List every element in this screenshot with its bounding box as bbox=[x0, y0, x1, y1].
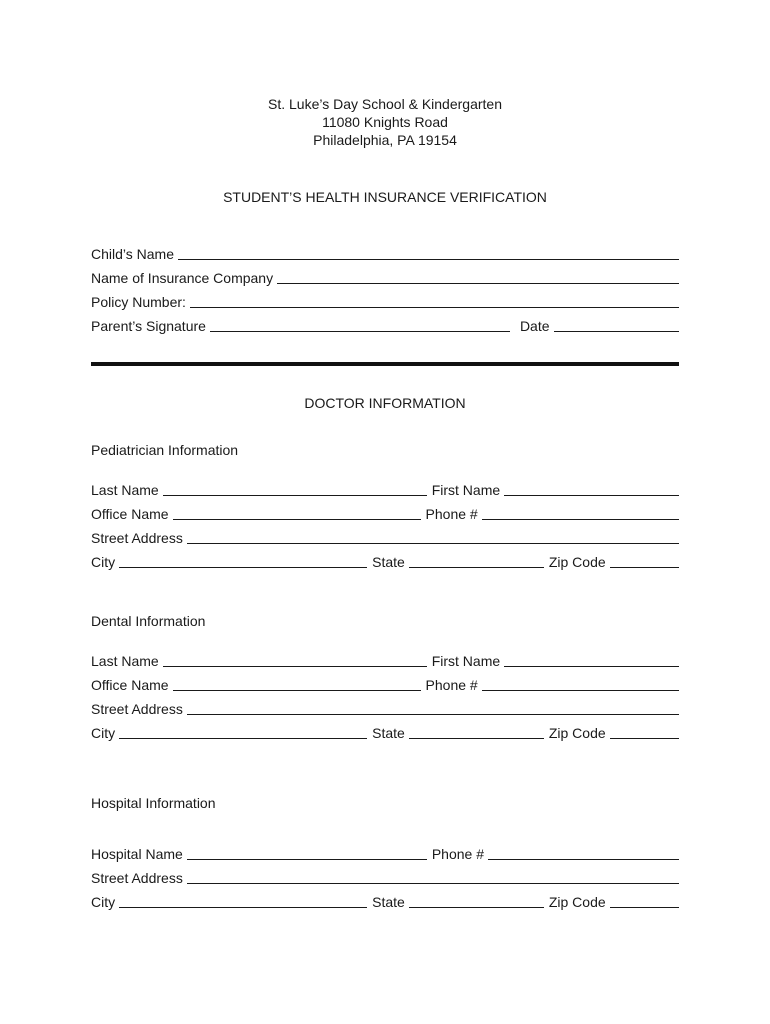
pediatrician-state-label: State bbox=[372, 554, 405, 570]
dental-office-row bbox=[91, 673, 679, 693]
dental-office-name-field[interactable] bbox=[173, 675, 421, 691]
hospital-phone-label: Phone # bbox=[431, 846, 484, 862]
pediatrician-last-name-label: Last Name bbox=[91, 482, 159, 498]
hospital-street-field[interactable] bbox=[187, 868, 679, 884]
hospital-city-field[interactable] bbox=[119, 892, 367, 908]
hospital-city-label: City bbox=[91, 894, 116, 910]
dental-last-name-field[interactable] bbox=[163, 651, 427, 667]
pediatrician-phone-field[interactable] bbox=[482, 504, 679, 520]
pediatrician-office-name-field[interactable] bbox=[173, 504, 421, 520]
dental-last-name-label: Last Name bbox=[91, 653, 159, 669]
hospital-street-row bbox=[91, 866, 679, 886]
child-name-row bbox=[91, 242, 679, 262]
date-label: Date bbox=[519, 318, 550, 334]
pediatrician-phone-label: Phone # bbox=[425, 506, 478, 522]
policy-number-label: Policy Number: bbox=[91, 294, 186, 310]
insurance-company-field[interactable] bbox=[277, 268, 679, 284]
child-name-field[interactable] bbox=[178, 244, 679, 260]
dental-zip-label: Zip Code bbox=[548, 725, 606, 741]
dental-phone-label: Phone # bbox=[425, 677, 478, 693]
hospital-heading: Hospital Information bbox=[91, 795, 216, 811]
hospital-city-row bbox=[91, 890, 679, 910]
section-divider bbox=[91, 362, 679, 366]
dental-phone-field[interactable] bbox=[482, 675, 679, 691]
pediatrician-city-label: City bbox=[91, 554, 116, 570]
pediatrician-first-name-label: First Name bbox=[431, 482, 501, 498]
hospital-name-field[interactable] bbox=[187, 844, 427, 860]
hospital-phone-field[interactable] bbox=[488, 844, 679, 860]
dental-first-name-field[interactable] bbox=[504, 651, 679, 667]
pediatrician-last-name-field[interactable] bbox=[163, 480, 427, 496]
hospital-street-label: Street Address bbox=[91, 870, 183, 886]
pediatrician-office-row bbox=[91, 502, 679, 522]
child-name-label: Child’s Name bbox=[91, 246, 174, 262]
school-street: 11080 Knights Road bbox=[322, 114, 448, 130]
dental-street-field[interactable] bbox=[187, 699, 679, 715]
pediatrician-city-field[interactable] bbox=[119, 552, 367, 568]
policy-number-field[interactable] bbox=[190, 292, 679, 308]
school-name: St. Luke’s Day School & Kindergarten bbox=[268, 96, 502, 112]
school-city-state: Philadelphia, PA 19154 bbox=[313, 132, 457, 148]
dental-zip-field[interactable] bbox=[610, 723, 679, 739]
dental-city-label: City bbox=[91, 725, 116, 741]
pediatrician-zip-label: Zip Code bbox=[548, 554, 606, 570]
pediatrician-state-field[interactable] bbox=[409, 552, 544, 568]
policy-number-row bbox=[91, 290, 679, 310]
pediatrician-street-label: Street Address bbox=[91, 530, 183, 546]
dental-street-label: Street Address bbox=[91, 701, 183, 717]
dental-city-row bbox=[91, 721, 679, 741]
insurance-company-row bbox=[91, 266, 679, 286]
hospital-state-label: State bbox=[372, 894, 405, 910]
dental-first-name-label: First Name bbox=[431, 653, 501, 669]
insurance-company-label: Name of Insurance Company bbox=[91, 270, 274, 286]
pediatrician-street-row bbox=[91, 526, 679, 546]
dental-name-row bbox=[91, 649, 679, 669]
dental-office-name-label: Office Name bbox=[91, 677, 169, 693]
signature-row bbox=[91, 314, 679, 334]
pediatrician-street-field[interactable] bbox=[187, 528, 679, 544]
hospital-state-field[interactable] bbox=[409, 892, 544, 908]
pediatrician-name-row bbox=[91, 478, 679, 498]
hospital-zip-label: Zip Code bbox=[548, 894, 606, 910]
pediatrician-zip-field[interactable] bbox=[610, 552, 679, 568]
dental-state-field[interactable] bbox=[409, 723, 544, 739]
parent-signature-field[interactable] bbox=[210, 316, 510, 332]
dental-city-field[interactable] bbox=[119, 723, 367, 739]
pediatrician-heading: Pediatrician Information bbox=[91, 442, 239, 458]
dental-street-row bbox=[91, 697, 679, 717]
doctor-info-title: DOCTOR INFORMATION bbox=[304, 395, 466, 411]
parent-signature-label: Parent’s Signature bbox=[91, 318, 206, 334]
hospital-zip-field[interactable] bbox=[610, 892, 679, 908]
dental-heading: Dental Information bbox=[91, 613, 206, 629]
pediatrician-first-name-field[interactable] bbox=[504, 480, 679, 496]
pediatrician-city-row bbox=[91, 550, 679, 570]
dental-state-label: State bbox=[372, 725, 405, 741]
hospital-name-row bbox=[91, 842, 679, 862]
pediatrician-office-name-label: Office Name bbox=[91, 506, 169, 522]
date-field[interactable] bbox=[554, 316, 679, 332]
form-title: STUDENT’S HEALTH INSURANCE VERIFICATION bbox=[223, 189, 547, 205]
hospital-name-label: Hospital Name bbox=[91, 846, 183, 862]
